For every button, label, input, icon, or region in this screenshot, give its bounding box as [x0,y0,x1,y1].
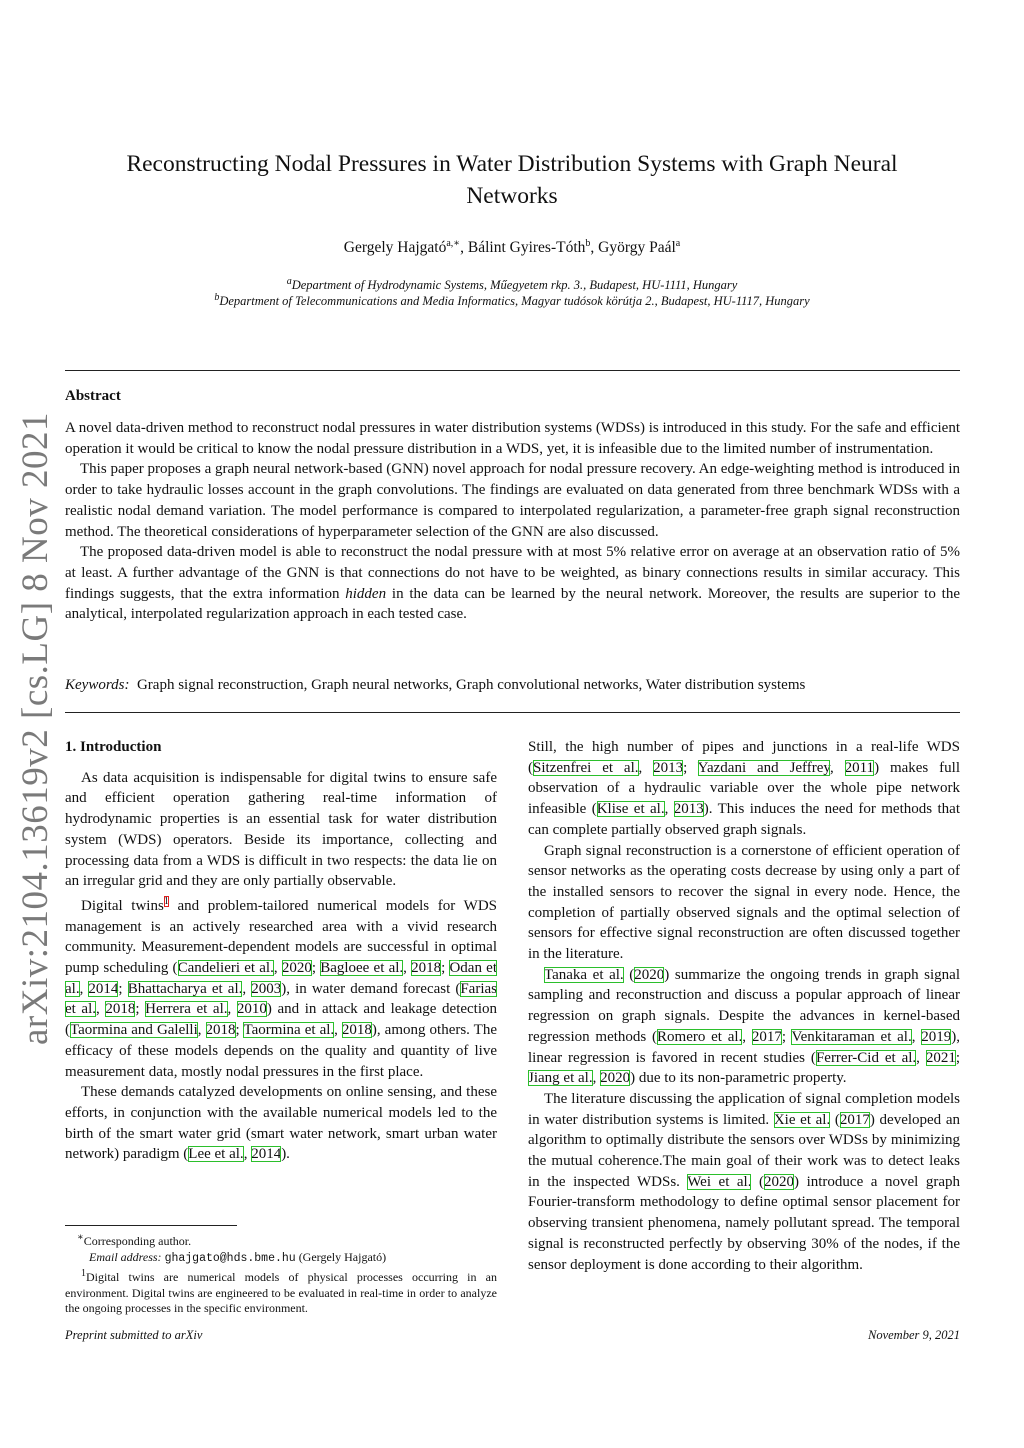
citation-link[interactable]: 2019 [921,1028,952,1045]
citation-link[interactable]: Odan et al. [65,960,497,997]
keywords-text: Graph signal reconstruction, Graph neural networks, Graph convolutional networks, Water distribution systems [136,677,806,693]
citation-link[interactable]: Xie et al. [773,1111,831,1128]
citation-link[interactable]: Venkitaraman et al. [791,1028,912,1045]
body-paragraph: As data acquisition is indispensable for digital twins to ensure safe and efficient operation gathering real-time information of hydrodynamic properties is an essential task for water distribution system (WDS) operators. Beside its importance, collecting and processing data from a WDS is difficult in two respects: the data lie on an irregular grid and they are only partially observable. [65,769,497,890]
citation-link[interactable]: 2020 [764,1173,795,1190]
citation-link[interactable]: Wei et al. [687,1173,752,1190]
citation-link[interactable]: Sitzenfrei et al. [533,759,639,776]
citation-link[interactable]: 2020 [600,1070,631,1087]
right-column [528,737,960,1275]
abstract-bottom-rule [65,712,960,713]
citation-link[interactable]: 2014 [88,980,119,997]
body-paragraph: Digital twins$^1$ and problem-tailored numerical models for WDS management is an actively researched area with a vivid research community. Measurement-dependent models are successful in optimal pump scheduling (Candelieri et al., 2020; Bagloee et al., 2018; Odan et al., 2014; Bhattacharya et al., 2003), in water demand forecast (Farias et al., 2018; Herrera et al., 2010) and in attack and leakage detection (Taormina and Galelli, 2018; Taormina et al., 2018), among others. The efficacy of these models depends on the quality and quantity of live measurement data, mostly nodal pressures in the first place. [65,895,498,1080]
citation-link[interactable]: Romero et al. [657,1028,743,1045]
citation-link[interactable]: 2011 [844,759,875,776]
citation-link[interactable]: Ferrer-Cid et al. [815,1049,917,1066]
body-paragraph: Still, the high number of pipes and junctions in a real-life WDS (Sitzenfrei et al., 2013; Yazdani and Jeffrey, 2011) makes full observation of a hydraulic variable over the whole pipe network infeasible (Klise et al., 2013). This induces the need for methods that can complete partially observed graph signals. [528,739,960,838]
date-note: November 9, 2021 [868,1328,960,1342]
citation-link[interactable]: 2017 [839,1111,870,1128]
footnote-corresponding: ∗Corresponding author. [77,1232,192,1248]
citation-link[interactable]: Bagloee et al. [320,960,404,977]
author-affiliation-mark: a [675,238,681,249]
preprint-note: Preprint submitted to arXiv [65,1328,203,1342]
affiliation-mark: a [286,276,292,287]
footnote-email: Email address: ghajgato@hds.bme.hu (Gergely Hajgató) [89,1249,387,1265]
citation-link[interactable]: 2010 [236,1001,267,1018]
citation-link[interactable]: 2017 [751,1028,782,1045]
citation-link[interactable]: Lee et al. [188,1146,244,1163]
citation-link[interactable]: 2014 [251,1146,282,1163]
footnotes [65,1230,497,1317]
abstract-heading: Abstract [65,388,121,404]
citation-link[interactable]: Klise et al. [596,801,665,818]
affiliation-a [40,276,984,293]
citation-link[interactable]: Taormina et al. [243,1022,335,1039]
citation-link[interactable]: Candelieri et al. [177,960,274,977]
author-name: Gergely Hajgató [343,239,447,257]
author-affiliation-mark: a,∗ [446,238,461,249]
citation-link[interactable]: Tanaka et al. [544,966,624,983]
paper-title: Reconstructing Nodal Pressures in Water Distribution Systems with Graph Neural Networks [126,151,898,209]
abstract-body [65,418,960,625]
body-paragraph: The literature discussing the application of signal completion models in water distribution systems is limited. Xie et al. (2017) developed an algorithm to optimally distribute the sensors over WDSs by minimizing the mutual coherence.The main goal of their work was to detect leaks in the inspected WDSs. Wei et al. (2020) introduce a novel graph Fourier-transform methodology to define optimal sensor placement for observing transient phenomena, namely pollutant spread. The temporal signal is reconstructed perfectly by observing 30% of the nodes, if the sensor deployment is done according to their algorithm. [528,1090,960,1273]
affiliation-mark: b [214,292,220,303]
author-name: Bálint Gyires-Tóth [467,239,586,257]
abstract-paragraph: A novel data-driven method to reconstruct nodal pressures in water distribution systems (WDSs) is introduced in this study. For the safe and efficient operation it would be critical to know the nodal pressure distribution in a WDS, yet, it is infeasible due to the limited number of instrumentation. [65,420,960,457]
email-address[interactable]: ghajgato@hds.bme.hu [164,1251,296,1265]
abstract-paragraph: The proposed data-driven model is able to reconstruct the nodal pressure with at most 5% relative error on average at an observation ratio of 5% at least. A further advantage of the GNN is that connections do not have to be weighted, as binary connections results in similar accuracy. This findings suggests, that the extra information hidden in the data can be learned by the neural network. Moreover, the results are superior to the analytical, interpolated regularization approach in each tested case. [65,544,960,623]
footnote-link[interactable]: 1 [163,895,169,907]
citation-link[interactable]: 2021 [925,1049,956,1066]
keywords-line [65,677,960,694]
abstract-paragraph: This paper proposes a graph neural network-based (GNN) novel approach for nodal pressure recovery. An edge-weighting method is introduced in order to take hydraulic losses account in the graph convolutions. The findings are evaluated on data generated from three benchmark WDSs with a realistic nodal demand variation. The model performance is compared to interpolated regularization, a parameter-free graph signal reconstruction method. The theoretical considerations of hyperparameter selection of the GNN are also discussed. [65,461,960,540]
citation-link[interactable]: 2013 [653,759,684,776]
body-paragraph: Graph signal reconstruction is a cornerstone of efficient operation of sensor networks as the operating costs decrease by using only a part of the installed sensors to recover the signal in every node. Hence, the completion of partially observed signals and the optimal selection of sensors for effective signal reconstruction are often discussed together in the literature. [528,842,960,963]
citation-link[interactable]: 2018 [105,1001,136,1018]
footnote-1: $^1$Digital twins are numerical models of physical processes occurring in an environment. Digital twins are engineered to be evaluated in real-time in order to analyze the ongoing processes in the specific environment. [65,1268,497,1315]
citation-link[interactable]: 2018 [411,960,442,977]
citation-link[interactable]: Herrera et al. [145,1001,228,1018]
citation-link[interactable]: Taormina and Galelli [70,1022,198,1039]
affiliation-b [40,292,984,309]
citation-link[interactable]: Bhattacharya et al. [127,980,243,997]
section-heading: 1. Introduction [65,739,162,755]
citation-link[interactable]: 2003 [251,980,282,997]
keywords-label: Keywords: [65,677,130,693]
arxiv-identifier-stamp: arXiv:2104.13619v2 [cs.LG] 8 Nov 2021 [15,411,56,1045]
citation-link[interactable]: 2020 [634,966,665,983]
body-paragraph: Tanaka et al. (2020) summarize the ongoing trends in graph signal sampling and reconstruction and discuss a popular approach of linear regression on graph signals. Despite the advances in kernel-based regression methods (Romero et al., 2017; Venkitaraman et al., 2019), linear regression is favored in recent studies (Ferrer-Cid et al., 2021; Jiang et al., 2020) due to its non-parametric property. [528,966,961,1087]
top-rule [65,370,960,371]
left-column [65,737,497,1165]
affiliation-text: Department of Telecommunications and Media Informatics, Magyar tudósok körútja 2., Budapest, HU-1117, Hungary [219,294,810,309]
citation-link[interactable]: 2020 [281,960,312,977]
citation-link[interactable]: Farias et al. [65,980,498,1018]
author-name: György Paál [598,239,676,257]
citation-link[interactable]: 2018 [341,1022,372,1039]
author-affiliation-mark: b [585,238,591,249]
citation-link[interactable]: Jiang et al. [528,1070,593,1087]
citation-link[interactable]: 2013 [673,801,704,818]
citation-link[interactable]: Yazdani and Jeffrey [697,759,830,776]
author-list: Gergely Hajgató$^{a,∗}$, Bálint Gyires-Tóth$^b$, György Paál$^a$ [343,238,681,257]
citation-link[interactable]: 2018 [205,1022,236,1039]
footnote-rule [65,1225,237,1226]
affiliation-text: Department of Hydrodynamic Systems, Műegyetem rkp. 3., Budapest, HU-1111, Hungary [291,278,738,293]
body-paragraph: These demands catalyzed developments on online sensing, and these efforts, in conjunction with the available numerical models led to the birth of the smart water grid (smart water network, smart urban water network) paradigm (Lee et al., 2014). [65,1084,497,1163]
